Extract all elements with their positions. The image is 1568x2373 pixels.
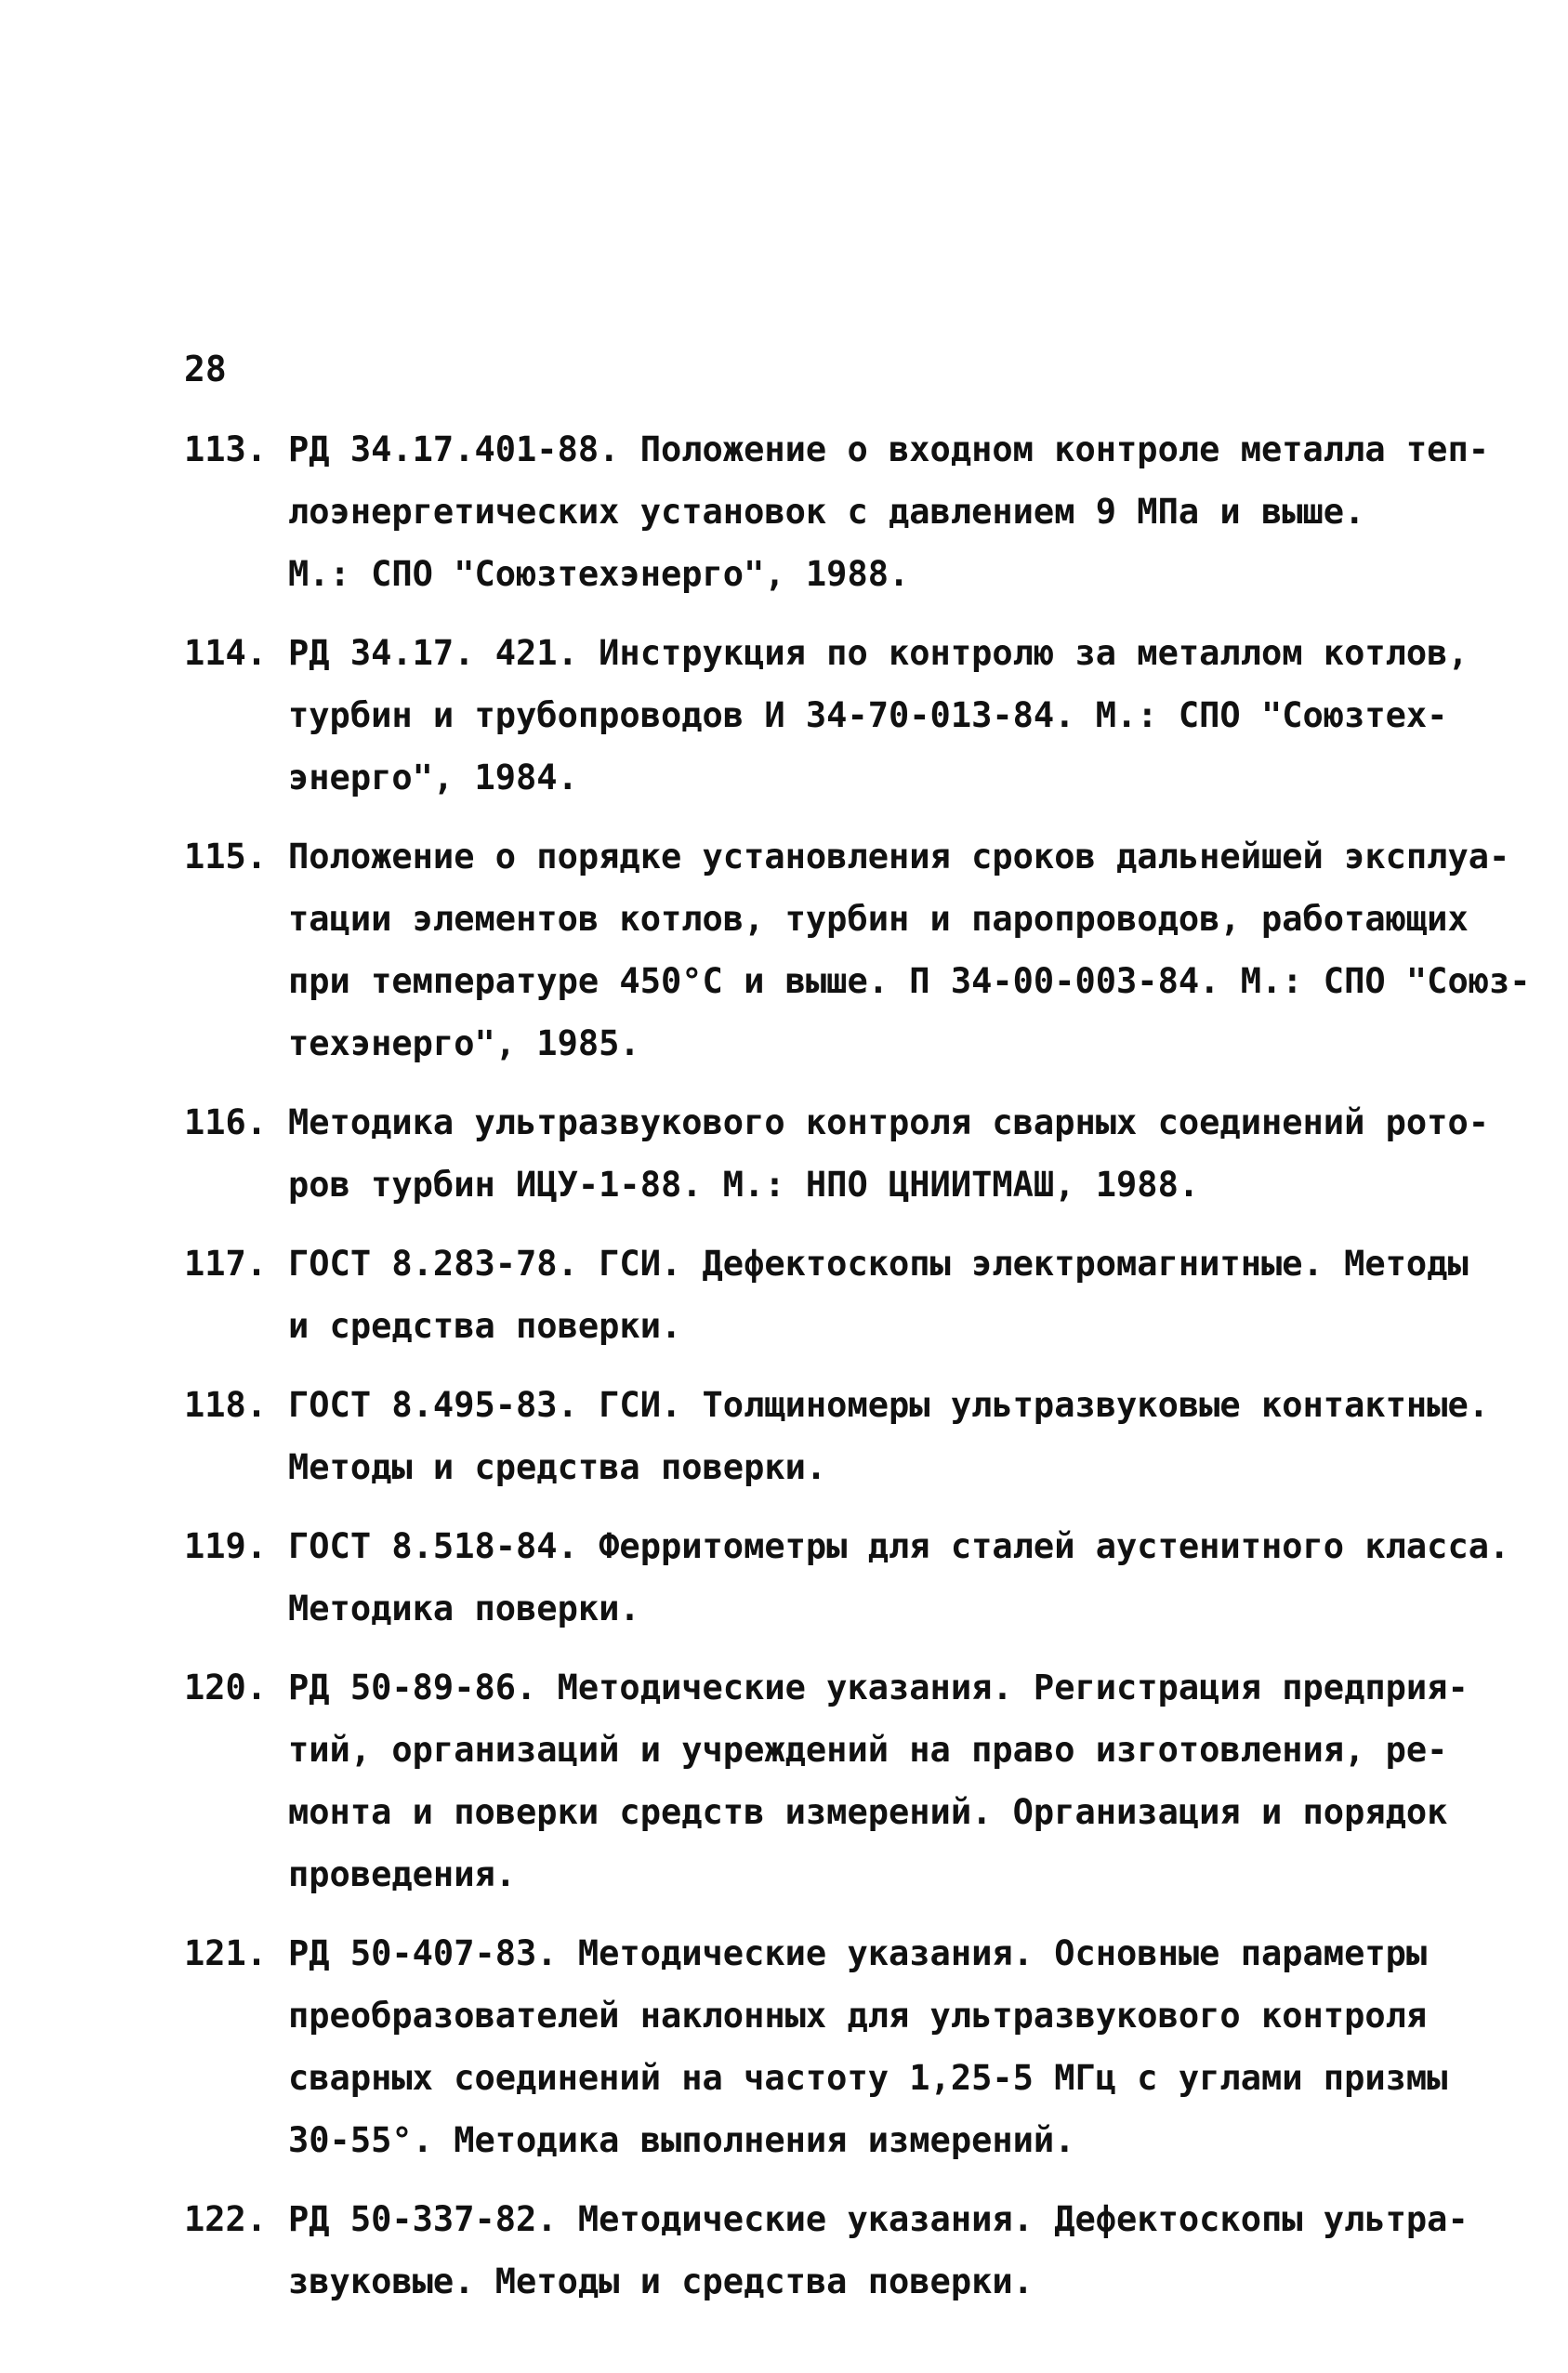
reference-line: проведения. bbox=[288, 1854, 517, 1894]
reference-line: ГОСТ 8.495-83. ГСИ. Толщиномеры ультразвуковые контактные. bbox=[288, 1385, 1490, 1425]
reference-item bbox=[184, 825, 1531, 1074]
reference-item bbox=[184, 1922, 1485, 2171]
reference-line: РД 34.17.401-88. Положение о входном контроле металла теп- bbox=[288, 429, 1490, 469]
reference-item bbox=[184, 1233, 1485, 1357]
reference-line: техэнерго", 1985. bbox=[288, 1023, 640, 1063]
reference-line: Методика поверки. bbox=[288, 1589, 640, 1628]
reference-number: 113. bbox=[184, 429, 268, 469]
reference-item bbox=[184, 1656, 1485, 1905]
reference-line: турбин и трубопроводов И 34-70-013-84. М.: СПО "Союзтех- bbox=[288, 695, 1448, 735]
reference-number: 118. bbox=[184, 1385, 268, 1425]
reference-line: РД 50-89-86. Методические указания. Регистрация предприя- bbox=[288, 1668, 1469, 1707]
reference-number: 117. bbox=[184, 1244, 268, 1284]
reference-number: 115. bbox=[184, 837, 268, 877]
reference-number: 122. bbox=[184, 2199, 268, 2239]
reference-number: 116. bbox=[184, 1102, 268, 1142]
reference-line: и средства поверки. bbox=[288, 1306, 682, 1346]
page-number: 28 bbox=[184, 349, 227, 389]
reference-number: 121. bbox=[184, 1933, 268, 1973]
reference-line: РД 50-337-82. Методические указания. Дефектоскопы ультра- bbox=[288, 2199, 1469, 2239]
reference-line: ГОСТ 8.518-84. Ферритометры для сталей аустенитного класса. bbox=[288, 1526, 1510, 1566]
reference-line: Положение о порядке установления сроков дальнейшей эксплуа- bbox=[288, 837, 1510, 877]
reference-item bbox=[184, 2188, 1485, 2313]
reference-line: при температуре 450°С и выше. П 34-00-003-84. М.: СПО "Союз- bbox=[288, 961, 1531, 1001]
reference-line: тации элементов котлов, турбин и паропроводов, работающих bbox=[288, 899, 1469, 939]
reference-line: Методика ультразвукового контроля сварных соединений рото- bbox=[288, 1102, 1490, 1142]
reference-item bbox=[184, 1091, 1490, 1216]
reference-item bbox=[184, 622, 1485, 809]
reference-line: лоэнергетических установок с давлением 9 МПа и выше. bbox=[288, 492, 1365, 532]
reference-line: 30-55°. Методика выполнения измерений. bbox=[288, 2120, 1075, 2160]
reference-number: 114. bbox=[184, 633, 268, 673]
reference-line: ров турбин ИЦУ-1-88. М.: НПО ЦНИИТМАШ, 1988. bbox=[288, 1165, 1200, 1205]
reference-list bbox=[184, 418, 1531, 2329]
reference-line: звуковые. Методы и средства поверки. bbox=[288, 2261, 1034, 2301]
reference-item bbox=[184, 1374, 1490, 1498]
reference-line: энерго", 1984. bbox=[288, 758, 578, 798]
reference-line: РД 50-407-83. Методические указания. Основные параметры bbox=[288, 1933, 1428, 1973]
reference-line: тий, организаций и учреждений на право изготовления, ре- bbox=[288, 1730, 1448, 1770]
reference-line: преобразователей наклонных для ультразвукового контроля bbox=[288, 1996, 1428, 2036]
reference-item bbox=[184, 1515, 1510, 1640]
reference-line: М.: СПО "Союзтехэнерго", 1988. bbox=[288, 554, 910, 594]
reference-line: монта и поверки средств измерений. Организация и порядок bbox=[288, 1792, 1448, 1832]
reference-line: Методы и средства поверки. bbox=[288, 1447, 827, 1487]
reference-line: РД 34.17. 421. Инструкция по контролю за металлом котлов, bbox=[288, 633, 1469, 673]
reference-line: ГОСТ 8.283-78. ГСИ. Дефектоскопы электромагнитные. Методы bbox=[288, 1244, 1469, 1284]
reference-item bbox=[184, 418, 1490, 605]
reference-line: сварных соединений на частоту 1,25-5 МГц с углами призмы bbox=[288, 2058, 1448, 2098]
reference-number: 119. bbox=[184, 1526, 268, 1566]
reference-number: 120. bbox=[184, 1668, 268, 1707]
